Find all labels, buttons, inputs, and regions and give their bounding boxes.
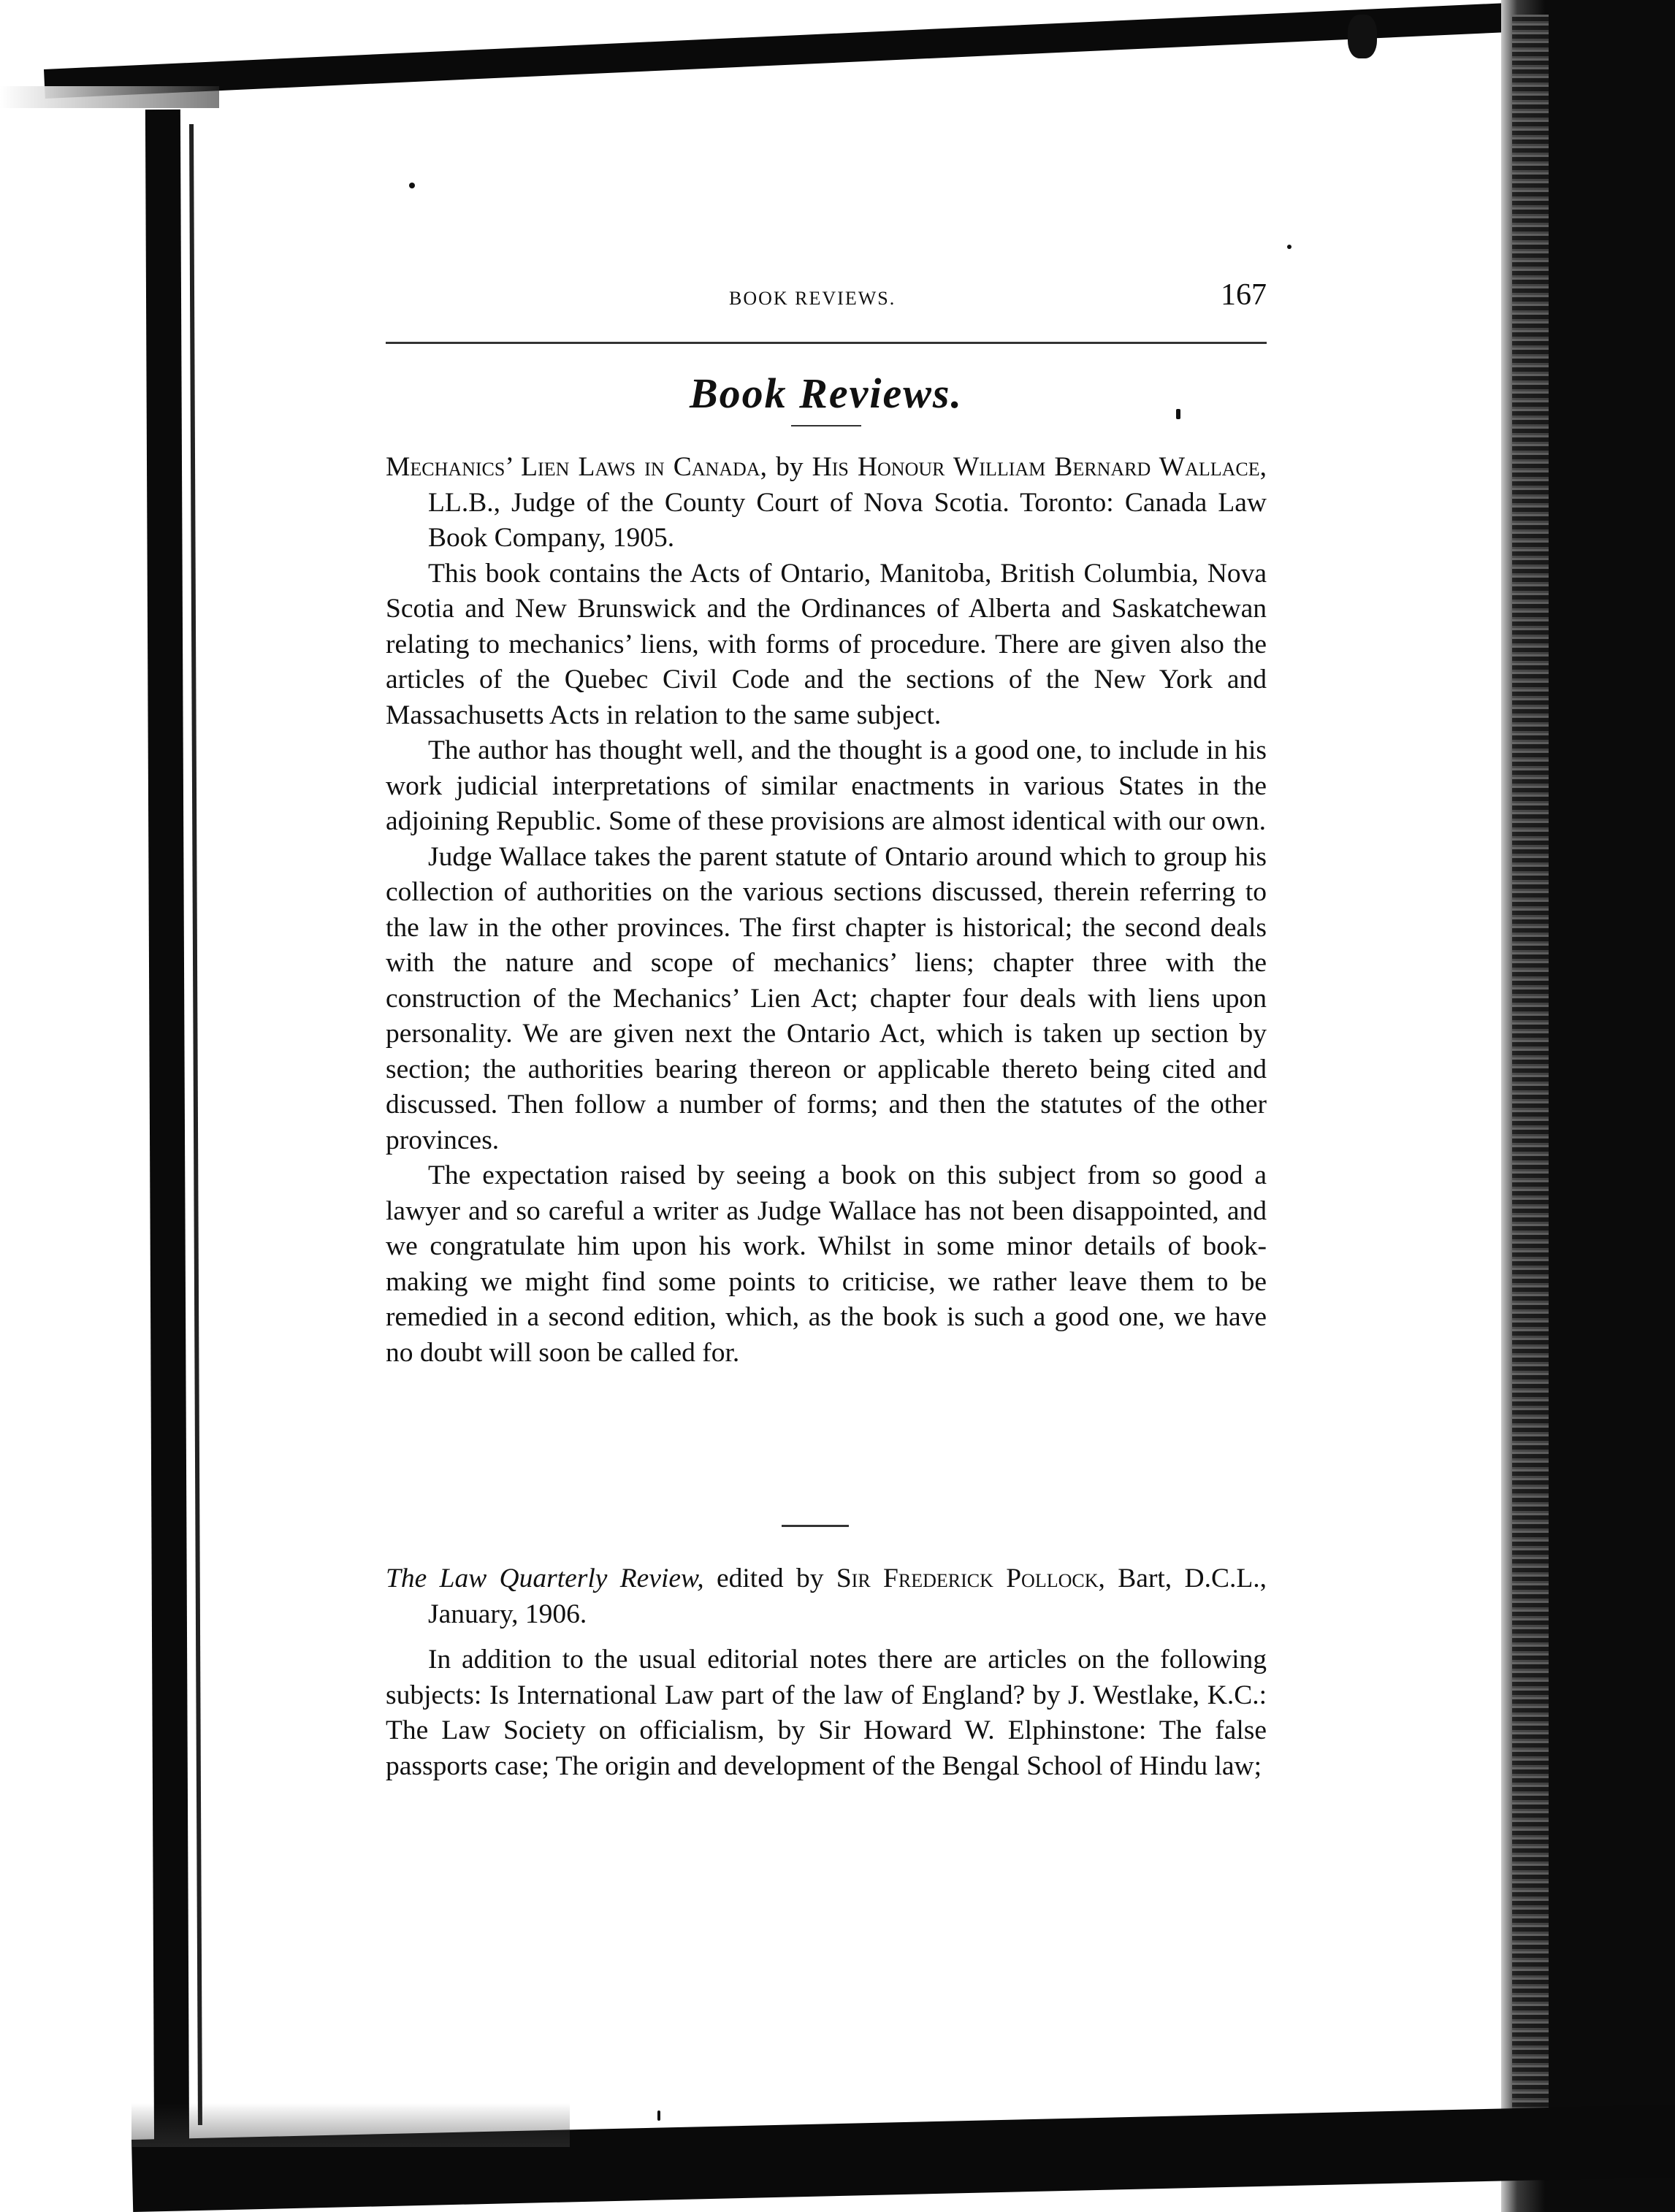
section-divider xyxy=(782,1525,849,1527)
book-title: Mechanics’ Lien Laws in Canada, xyxy=(386,452,767,482)
review-law-quarterly xyxy=(386,1561,1267,1784)
journal-title: The Law Quarterly Review, xyxy=(386,1564,704,1593)
page-frame-bottom-shadow xyxy=(131,2103,570,2147)
running-title: BOOK REVIEWS. xyxy=(729,288,896,309)
speck xyxy=(1287,245,1291,249)
title-rule xyxy=(791,425,861,426)
journal-editor: Sir Frederick Pollock, xyxy=(836,1564,1105,1593)
review-paragraph: This book contains the Acts of Ontario, Manitoba, British Columbia, Nova Scotia and New Brunswick and the Ordinances of Alberta and Saskatchewan relating to mechanics’ liens, with forms of procedure. There are given also the articles of the Quebec Civil Code and the sections of the New York and Massachusetts Acts in relation to the same subject. xyxy=(386,558,1267,730)
page-number: 167 xyxy=(1221,278,1267,312)
page-frame-left xyxy=(145,110,189,2154)
review-paragraph: Judge Wallace takes the parent statute of Ontario around which to group his collection of authorities on the various sections discussed, therein referring to the law in the other provinces. The first chapter is historical; the second deals with the nature and scope of mechanics’ liens; chapter three with the construction of the Mechanics’ Lien Act; chapter four deals with liens upon personality. We are given next the Ontario Act, which is taken up section by section; the authorities bearing thereon or applicable thereto being cited and discussed. Then follow a number of forms; and then the statutes of the other provinces. xyxy=(386,841,1267,1155)
page-frame-top xyxy=(44,1,1563,99)
citation-details: Bart, D.C.L., January, 1906. xyxy=(428,1564,1267,1629)
ink-blot xyxy=(1348,15,1377,58)
review-paragraph: The author has thought well, and the thought is a good one, to include in his work judicial interpretations of similar enactments in various States in the adjoining Republic. Some of these provisions are almost identical with our own. xyxy=(386,735,1267,836)
page-frame-left-line xyxy=(189,124,202,2125)
running-head xyxy=(386,278,1267,321)
review-citation xyxy=(386,1561,1267,1632)
book-spine-edge xyxy=(1512,15,1549,2147)
book-author: His Honour William Bernard Wallace, xyxy=(812,452,1267,482)
citation-edited: edited by xyxy=(703,1564,836,1593)
speck xyxy=(657,2110,660,2121)
citation-by: by xyxy=(766,452,812,482)
review-paragraph: The expectation raised by seeing a book on this subject from so good a lawyer and so careful a writer as Judge Wallace has not been disappointed, and we congratulate him upon his work. Whilst in some minor details of book-making we might find some points to criticise, we rather leave them to be remedied in a second edition, which, as the book is such a good one, we have no doubt will soon be called for. xyxy=(386,1160,1267,1368)
section-title: Book Reviews. xyxy=(690,370,963,417)
review-citation xyxy=(386,450,1267,556)
speck xyxy=(409,183,415,188)
review-mechanics-lien-laws xyxy=(386,450,1267,1371)
review-paragraph: In addition to the usual editorial notes there are articles on the following subjects: Is International Law part of the law of England? by J. Westlake, K.C.: The Law Society on officialism, by Sir Howard W. Elphinstone: The false passports case; The origin and development of the Bengal School of Hindu law; xyxy=(386,1645,1267,1781)
page-frame-top-shadow xyxy=(0,86,219,108)
citation-details: LL.B., Judge of the County Court of Nova Scotia. Toronto: Canada Law Book Company, 1905. xyxy=(428,487,1267,553)
header-rule xyxy=(386,342,1267,344)
